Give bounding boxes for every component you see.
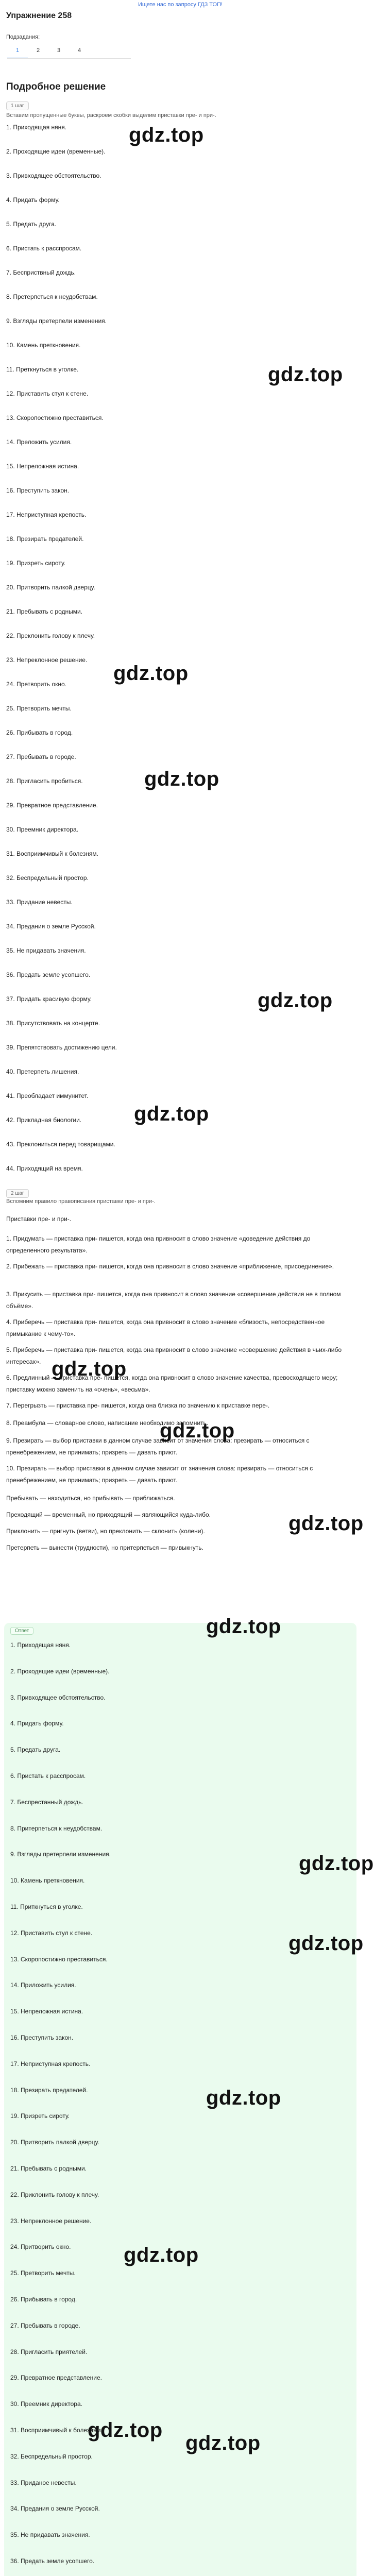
list-item: 30. Преемник директора. xyxy=(6,826,78,833)
answer-item: 7. Беспрестанный дождь. xyxy=(10,1798,83,1806)
answer-item: 20. Притворить палкой дверцу. xyxy=(10,2139,99,2146)
answer-item: 27. Пребывать в городе. xyxy=(10,2321,80,2329)
list-item: 20. Притворить палкой дверцу. xyxy=(6,584,95,591)
answer-item: 1. Приходящая няня. xyxy=(10,1641,71,1649)
list-item: 18. Презирать предателей. xyxy=(6,535,84,543)
list-item: 19. Призреть сироту. xyxy=(6,560,66,567)
list-item: 12. Приставить стул к стене. xyxy=(6,390,89,397)
list-item: 40. Претерпеть лишения. xyxy=(6,1068,79,1075)
answer-item: 2. Проходящие идеи (временные). xyxy=(10,1667,110,1675)
watermark-text: gdz.top xyxy=(160,1419,235,1442)
answer-item: 9. Взгляды претерпели изменения. xyxy=(10,1851,111,1858)
watermark-text: gdz.top xyxy=(258,989,333,1012)
answer-box xyxy=(4,1623,356,2576)
list-item: 7. Бесприствный дождь. xyxy=(6,269,76,276)
answer-item: 5. Предать друга. xyxy=(10,1746,61,1754)
list-item: 43. Преклониться перед товарищами. xyxy=(6,1141,115,1148)
list-item: 3. Привходящее обстоятельство. xyxy=(6,172,101,179)
list-item: 23. Непреклонное решение. xyxy=(6,656,88,664)
answer-item: 23. Непреклонное решение. xyxy=(10,2217,92,2225)
subtask-tabs xyxy=(7,44,90,59)
watermark-text: gdz.top xyxy=(206,2087,281,2109)
list-item: 36. Предать земле усопшего. xyxy=(6,971,91,978)
search-promo-link[interactable]: Ищете нас по запросу ГДЗ ТОП! xyxy=(138,2,223,8)
answer-item: 16. Преступить закон. xyxy=(10,2034,74,2041)
explanation-item: 8. Преамбула — словарное слово, написание необходимо запомнить. xyxy=(6,1419,209,1427)
pair-item: Приклонить — пригнуть (ветви), но преклонить — склонить (колени). xyxy=(6,1528,205,1535)
watermark-text: gdz.top xyxy=(185,2432,261,2454)
explanation-item: 4. Приберечь — приставка при- пишется, когда она привносит в слово значение «близость, непосредственное примыкание к чему-то». xyxy=(6,1318,325,1337)
pair-item: Преходящий — временный, но приходящий — являющийся куда-либо. xyxy=(6,1511,211,1518)
answer-item: 22. Приклонить голову к плечу. xyxy=(10,2191,99,2198)
answer-item: 21. Пребывать с родными. xyxy=(10,2165,87,2172)
answer-item: 35. Не придавать значения. xyxy=(10,2531,90,2539)
watermark-text: gdz.top xyxy=(129,124,204,146)
answer-item: 17. Неприступная крепость. xyxy=(10,2060,91,2067)
watermark-text: gdz.top xyxy=(288,1932,364,1955)
step-2-instruction: Вспомним правило правописания приставки пре- и при-. xyxy=(6,1198,156,1205)
list-item: 41. Преобладает иммунитет. xyxy=(6,1092,89,1099)
list-item: 5. Предать друга. xyxy=(6,221,57,228)
list-item: 42. Прикладная биологии. xyxy=(6,1116,82,1124)
explanation-item: 6. Предлинный — приставка пре- пишется, когда она привносит в слово значение качества, превосходящего меру; приставку можно заменить на «очень», «весьма». xyxy=(6,1374,338,1393)
list-item: 39. Препятствовать достижению цели. xyxy=(6,1044,117,1051)
answer-item: 25. Претворить мечты. xyxy=(10,2269,76,2277)
list-item: 37. Придать красивую форму. xyxy=(6,995,92,1003)
explanation-item: 9. Презирать — выбор приставки в данном случае зависит от значения слова: презирать — относиться с пренебрежением, не принимать; призреть — давать приют. xyxy=(6,1437,310,1456)
explanation-item: 7. Перегрызть — приставка пре- пишется, когда она близка по значению к приставке пере-. xyxy=(6,1402,270,1409)
answer-item: 13. Скоропостижно преставиться. xyxy=(10,1955,108,1963)
answer-item: 3. Привходящее обстоятельство. xyxy=(10,1693,106,1701)
answer-item: 11. Приткнуться в уголке. xyxy=(10,1903,83,1910)
explanation-item: 5. Приберечь — приставка при- пишется, когда она привносит в слово значение «совершение действия в чьих-либо интересах». xyxy=(6,1346,342,1365)
answer-item: 10. Камень преткновения. xyxy=(10,1877,85,1885)
section-title: Подробное решение xyxy=(6,81,106,92)
list-item: 31. Восприимчивый к болезням. xyxy=(6,850,99,857)
list-item: 14. Преложить усилия. xyxy=(6,438,72,446)
list-item: 44. Приходящий на время. xyxy=(6,1165,83,1172)
list-item: 35. Не придавать значения. xyxy=(6,947,86,954)
answer-item: 26. Прибывать в город. xyxy=(10,2296,77,2303)
list-item: 21. Пребывать с родными. xyxy=(6,608,83,615)
answer-item: 12. Приставить стул к стене. xyxy=(10,1929,93,1937)
list-item: 28. Пригласить пробиться. xyxy=(6,777,83,785)
answer-item: 14. Приложить усилия. xyxy=(10,1981,76,1989)
tab-2[interactable]: 2 xyxy=(36,47,40,54)
explain-intro: Приставки пре- и при-. xyxy=(6,1215,72,1223)
list-item: 38. Присутствовать на концерте. xyxy=(6,1020,100,1027)
answer-item: 31. Восприимчивый к болезням. xyxy=(10,2427,103,2434)
watermark-text: gdz.top xyxy=(88,2419,163,2442)
list-item: 33. Придание невесты. xyxy=(6,899,73,906)
watermark-text: gdz.top xyxy=(124,2244,199,2266)
tab-1[interactable]: 1 xyxy=(7,44,28,59)
answer-item: 34. Предания о земле Русской. xyxy=(10,2505,100,2513)
list-item: 2. Проходящие идеи (временные). xyxy=(6,148,106,155)
list-item: 16. Преступить закон. xyxy=(6,487,70,494)
list-item: 11. Преткнуться в уголке. xyxy=(6,366,79,373)
watermark-text: gdz.top xyxy=(206,1615,281,1638)
answer-item: 30. Преемник директора. xyxy=(10,2400,82,2408)
watermark-text: gdz.top xyxy=(113,662,189,685)
answer-item: 6. Пристать к расспросам. xyxy=(10,1772,86,1780)
list-item: 15. Непреложная истина. xyxy=(6,463,79,470)
explanation-item: 3. Прикусить — приставка при- пишется, когда она привносит в слово значение «совершение действия не в полном объёме». xyxy=(6,1291,341,1310)
answer-item: 15. Непреложная истина. xyxy=(10,2008,83,2015)
answer-item: 33. Приданое невесты. xyxy=(10,2479,77,2486)
watermark-text: gdz.top xyxy=(268,363,343,386)
answer-badge: Ответ xyxy=(10,1627,33,1635)
watermark-text: gdz.top xyxy=(288,1512,364,1535)
answer-item: 19. Призреть сироту. xyxy=(10,2112,70,2120)
list-item: 22. Преклонить голову к плечу. xyxy=(6,632,95,639)
list-item: 34. Предания о земле Русской. xyxy=(6,923,96,930)
step-1-instruction: Вставим пропущенные буквы, раскроем скобки выделим приставки пре- и при-. xyxy=(6,112,216,118)
list-item: 32. Беспредельный простор. xyxy=(6,874,89,882)
list-item: 10. Камень преткновения. xyxy=(6,342,81,349)
tabs-divider xyxy=(7,58,131,59)
watermark-text: gdz.top xyxy=(134,1103,209,1125)
pair-item: Пребывать — находиться, но прибывать — приближаться. xyxy=(6,1495,175,1502)
answer-item: 28. Пригласить приятелей. xyxy=(10,2348,88,2355)
watermark-text: gdz.top xyxy=(299,1852,374,1875)
answer-item: 24. Притворить окно. xyxy=(10,2243,71,2251)
tab-4[interactable]: 4 xyxy=(77,47,81,54)
watermark-text: gdz.top xyxy=(52,1358,127,1380)
explanation-item: 2. Прибежать — приставка при- пишется, когда она привносит в слово значение «приближение, присоединение». xyxy=(6,1263,334,1270)
list-item: 9. Взгляды претерпели изменения. xyxy=(6,317,107,325)
page-title: Упражнение 258 xyxy=(6,11,72,20)
answer-item: 36. Предать земле усопшего. xyxy=(10,2557,95,2565)
explanation-item: 10. Презирать — выбор приставки в данном случае зависит от значения слова: презирать — относиться с пренебрежением, не принимать; призреть — давать приют. xyxy=(6,1465,313,1484)
list-item: 17. Неприступная крепость. xyxy=(6,511,87,518)
list-item: 4. Придать форму. xyxy=(6,196,60,204)
subtasks-label: Подзадания: xyxy=(6,34,40,40)
step-2-badge: 2 шаг xyxy=(6,1189,29,1198)
list-item: 24. Претворить окно. xyxy=(6,681,67,688)
list-item: 26. Прибывать в город. xyxy=(6,729,73,736)
answer-item: 8. Притерпеться к неудобствам. xyxy=(10,1824,103,1832)
list-item: 13. Скоропостижно преставиться. xyxy=(6,414,104,421)
list-item: 25. Претворить мечты. xyxy=(6,705,72,712)
answer-item: 4. Придать форму. xyxy=(10,1720,64,1727)
list-item: 27. Пребывать в городе. xyxy=(6,753,76,760)
tab-3[interactable]: 3 xyxy=(57,47,61,54)
list-item: 8. Претерпеться к неудобствам. xyxy=(6,293,98,300)
explanation-item: 1. Придумать — приставка при- пишется, когда она привносит в слово значение «доведение действия до определенного результата». xyxy=(6,1235,311,1254)
list-item: 29. Превратное представление. xyxy=(6,802,98,809)
list-item: 1. Приходящая няня. xyxy=(6,124,67,131)
step-1-badge: 1 шаг xyxy=(6,101,29,110)
answer-item: 32. Беспредельный простор. xyxy=(10,2452,93,2460)
answer-item: 29. Превратное представление. xyxy=(10,2374,102,2382)
list-item: 6. Пристать к расспросам. xyxy=(6,245,82,252)
watermark-text: gdz.top xyxy=(144,768,219,790)
pair-item: Претерпеть — вынести (трудности), но притерпеться — привыкнуть. xyxy=(6,1544,203,1551)
answer-item: 18. Презирать предателей. xyxy=(10,2086,88,2094)
